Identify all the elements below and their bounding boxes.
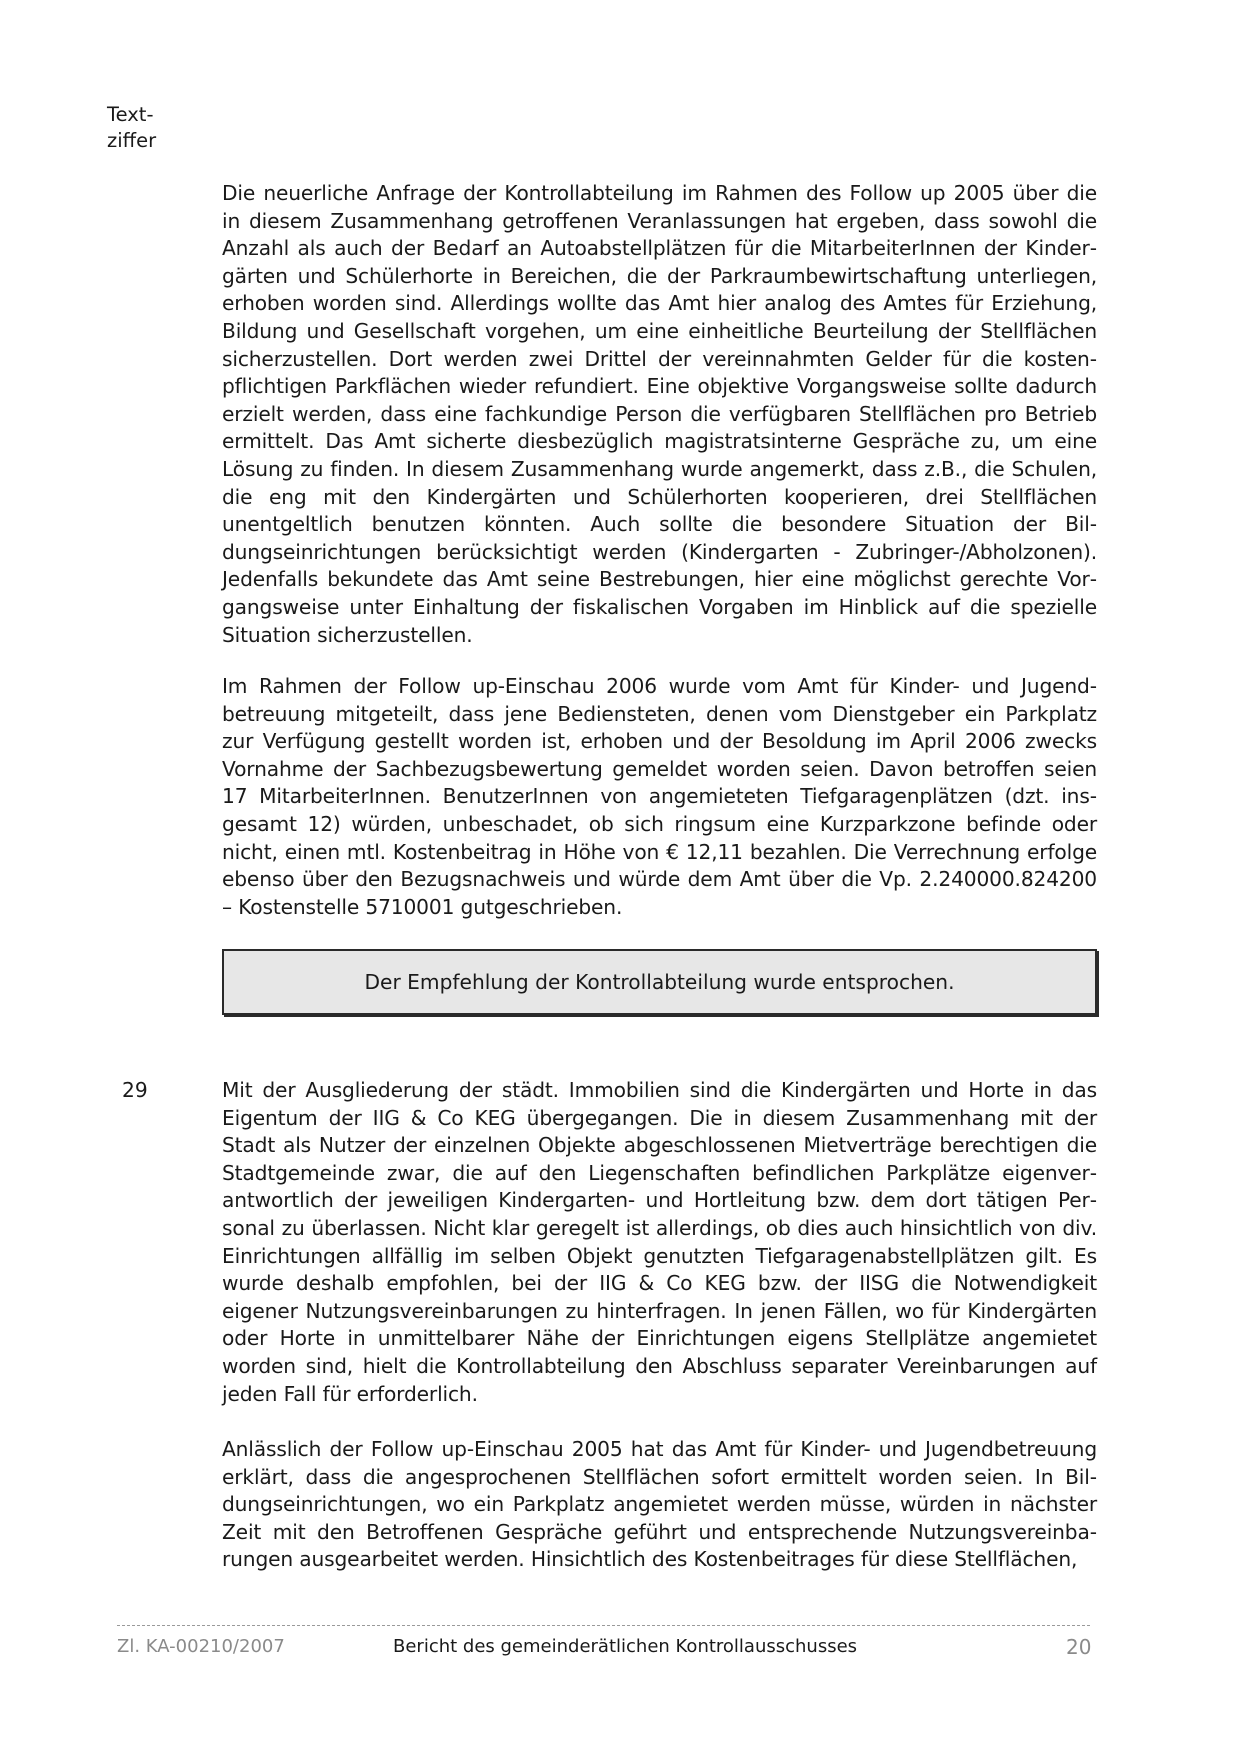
footer-reference: Zl. KA-00210/2007 — [117, 1636, 285, 1657]
textziffer-header-line2: ziffer — [107, 129, 157, 152]
body-paragraph-1: Die neuerliche Anfrage der Kontrollabteilung im Rahmen des Follow up 2005 über die in diesem Zusammenhang getroffenen Veranlassungen hat ergeben, dass sowohl die Anzahl als auch der Bedarf an Autoabstellplätzen für die MitarbeiterInnen der Kindergärten und Schülerhorte in Bereichen, die der Parkraumbewirtschaftung unterliegen, erhoben worden sind. Allerdings wollte das Amt hier analog des Amtes für Erziehung, Bildung und Gesellschaft vorgehen, um eine einheitliche Beurteilung der Stellflächen sicherzustellen. Dort werden zwei Drittel der vereinnahmten Gelder für die kostenpflichtigen Parkflächen wieder refundiert. Eine objektive Vorgangsweise sollte dadurch erzielt werden, dass eine fachkundige Person die verfügbaren Stellflächen pro Betrieb ermittelt. Das Amt sicherte diesbezüglich magistratsinterne Gespräche zu, um eine Lösung zu finden. In diesem Zusammenhang wurde angemerkt, dass z.B., die Schulen, die eng mit den Kindergärten und Schülerhorten kooperieren, drei Stellflächen unentgeltlich benutzen könnten. Auch sollte die besondere Situation der Bildungseinrichtungen berücksichtigt werden (Kindergarten - Zubringer-/Abholzonen). Jedenfalls bekundete das Amt seine Bestrebungen, hier eine möglichst gerechte Vorgangsweise unter Einhaltung der fiskalischen Vorgaben im Hinblick auf die spezielle Situation sicherzustellen. — [222, 181, 1097, 647]
body-paragraph-4: Anlässlich der Follow up-Einschau 2005 hat das Amt für Kinder- und Jugendbetreuung erklärt, dass die angesprochenen Stellflächen sofort ermittelt worden seien. In Bildungseinrichtungen, wo ein Parkplatz angemietet werden müsse, würden in nächster Zeit mit den Betroffenen Gespräche geführt und entsprechende Nutzungsvereinbarungen ausgearbeitet werden. Hinsichtlich des Kostenbeitrages für diese Stellflächen, — [222, 1437, 1097, 1572]
page-number: 20 — [1066, 1635, 1092, 1659]
textziffer-header — [107, 102, 177, 154]
recommendation-result-box — [222, 949, 1097, 1015]
recommendation-result-text: Der Empfehlung der Kontrollabteilung wurde entsprochen. — [364, 970, 955, 994]
footer-title: Bericht des gemeinderätlichen Kontrollausschusses — [393, 1636, 858, 1657]
textziffer-header-line1: Text- — [107, 103, 154, 126]
body-paragraph-3: Mit der Ausgliederung der städt. Immobilien sind die Kindergärten und Horte in das Eigentum der IIG & Co KEG übergegangen. Die in diesem Zusammenhang mit der Stadt als Nutzer der einzelnen Objekte abgeschlossenen Mietverträge berechtigen die Stadtgemeinde zwar, die auf den Liegenschaften befindlichen Parkplätze eigenverantwortlich der jeweiligen Kindergarten- und Hortleitung bzw. dem dort tätigen Personal zu überlassen. Nicht klar geregelt ist allerdings, ob dies auch hinsichtlich von div. Einrichtungen allfällig im selben Objekt genutzten Tiefgaragenabstellplätzen gilt. Es wurde deshalb empfohlen, bei der IIG & Co KEG bzw. der IISG die Notwendigkeit eigener Nutzungsvereinbarungen zu hinterfragen. In jenen Fällen, wo für Kindergärten oder Horte in unmittelbarer Nähe der Einrichtungen eigens Stellplätze angemietet worden sind, hielt die Kontrollabteilung den Abschluss separater Vereinbarungen auf jeden Fall für erforderlich. — [222, 1078, 1097, 1406]
footer-divider — [117, 1625, 1090, 1626]
textziffer-number: 29 — [122, 1078, 148, 1102]
body-paragraph-2: Im Rahmen der Follow up-Einschau 2006 wurde vom Amt für Kinder- und Jugendbetreuung mitgeteilt, dass jene Bediensteten, denen vom Dienstgeber ein Parkplatz zur Verfügung gestellt worden ist, erhoben und der Besoldung im April 2006 zwecks Vornahme der Sachbezugsbewertung gemeldet worden seien. Davon betroffen seien 17 MitarbeiterInnen. BenutzerInnen von angemieteten Tiefgaragenplätzen (dzt. insgesamt 12) würden, unbeschadet, ob sich ringsum eine Kurzparkzone befinde oder nicht, einen mtl. Kostenbeitrag in Höhe von € 12,11 bezahlen. Die Verrechnung erfolge ebenso über den Bezugsnachweis und würde dem Amt über die Vp. 2.240000.824200 – Kostenstelle 5710001 gutgeschrieben. — [222, 674, 1097, 919]
